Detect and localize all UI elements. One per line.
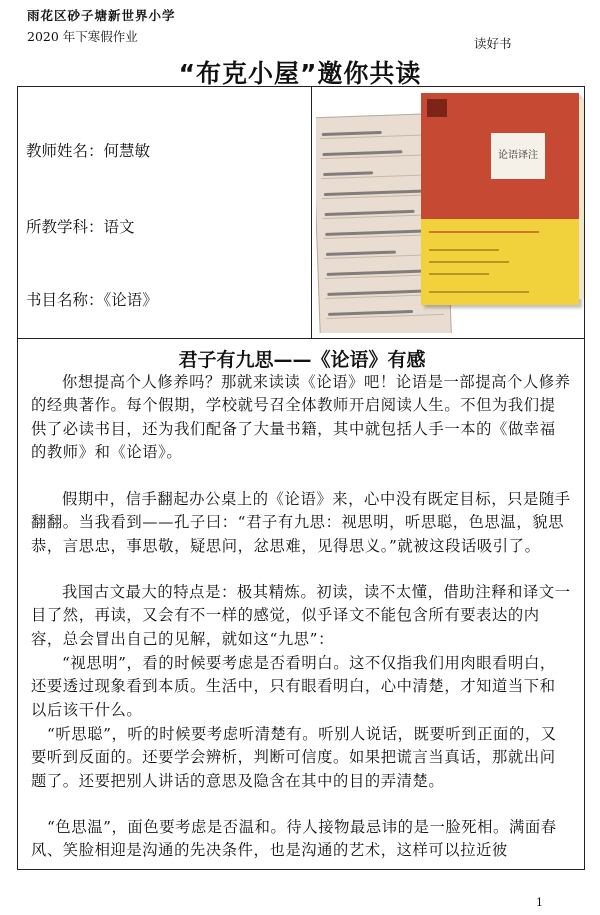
article-paragraph: 我国古文最大的特点是：极其精炼。初读，读不太懂，借助注释和译文一目了然，再读，又会有不一样的感觉，似乎译文不能包含所有要表达的内容，总会冒出自己的见解，就如这“九思”：: [31, 583, 571, 648]
school-name: 雨花区砂子塘新世界小学: [27, 8, 176, 23]
page-number: 1: [536, 896, 543, 909]
column-tag: 读好书: [474, 36, 512, 51]
content-frame: [17, 86, 585, 870]
info-divider: [311, 87, 312, 338]
article-paragraph: “视思明”，看的时候要考虑是否看明白。这不仅指我们用肉眼看明白，还要透过现象看到本质。生活中，只有眼看明白，心中清楚，才知道当下和以后该干什么。: [31, 654, 556, 719]
teacher-name: 教师姓名：何慧敏: [26, 142, 151, 160]
book-cover-title: 论语译注: [491, 133, 545, 179]
publisher-logo-icon: [427, 99, 447, 117]
page-title: “布克小屋”邀你共读: [178, 59, 422, 88]
article-paragraph: 你想提高个人修养吗？那就来读读《论语》吧！论语是一部提高个人修养的经典著作。每个假期，学校就号召全体教师开启阅读人生。不但为我们提供了必读书目，还为我们配备了大量书籍，其中就包括人手一本的《做幸福的教师》和《论语》。: [31, 373, 571, 462]
subject: 所教学科：语文: [26, 218, 135, 236]
article-paragraph: 假期中，信手翻起办公桌上的《论语》来，心中没有既定目标，只是随手翻翻。当我看到——孔子曰：“君子有九思：视思明，听思聪，色思温，貌思恭，言思忠，事思敬，疑思问，忿思难，见得思义。”就被这段话吸引了。: [31, 490, 571, 555]
article-paragraph: “听思聪”，听的时候要考虑听清楚有。听别人说话，既要听到正面的，又要听到反面的。还要学会辨析，判断可信度。如果把谎言当真话，那就出问题了。还要把别人讲话的意思及隐含在其中的目的弄清楚。: [31, 725, 557, 790]
book-name: 书目名称：《论语》: [26, 291, 158, 309]
homework-label: 2020 年下寒假作业: [27, 29, 138, 44]
book-photo: [316, 93, 584, 333]
article-title: 君子有九思——《论语》有感: [178, 349, 426, 371]
section-divider: [18, 338, 584, 339]
article-paragraph: “色思温”，面色要考虑是否温和。待人接物最忌讳的是一脸死相。满面春风、笑脸相迎是沟通的先决条件，也是沟通的艺术，这样可以拉近彼: [31, 818, 557, 860]
book-cover-band: [421, 219, 579, 305]
book-cover: [421, 93, 579, 305]
